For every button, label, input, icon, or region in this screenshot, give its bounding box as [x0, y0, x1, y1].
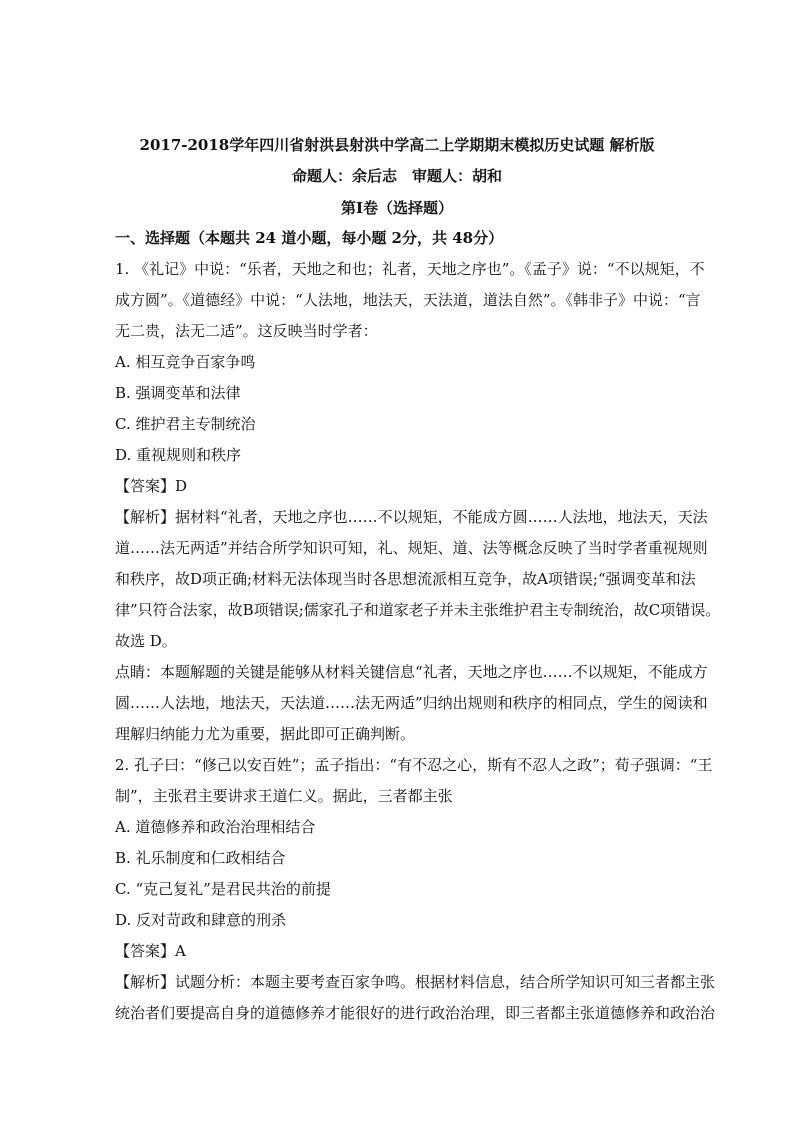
q2-option-d: D. 反对苛政和肆意的刑杀: [115, 911, 287, 929]
q1-stem-line-3: 无二贵，法无二适”。这反映当时学者：: [115, 322, 378, 340]
q2-answer: 【答案】A: [115, 942, 186, 960]
q1-analysis-line-3: 和秩序，故D项正确;材料无法体现当时各思想流派相互竞争，故A项错误;“强调变革和法: [115, 570, 696, 588]
q1-analysis-line-4: 律”只符合法家，故B项错误;儒家孔子和道家老子并未主张维护君主专制统治，故C项错误。: [115, 601, 721, 619]
q1-analysis-line-2: 道……法无两适”并结合所学知识可知，礼、规矩、道、法等概念反映了当时学者重视规则: [115, 539, 708, 557]
section-heading: 一、选择题（本题共 24 道小题，每小题 2分，共 48分）: [115, 229, 504, 247]
q1-option-b: B. 强调变革和法律: [115, 384, 241, 402]
q1-analysis-line-5: 故选 D。: [115, 632, 177, 650]
q1-analysis-line-1: 【解析】据材料“礼者，天地之序也……不以规矩，不能成方圆……人法地，地法天，天法: [115, 508, 708, 526]
q2-analysis-line-2: 统治者们要提高自身的道德修养才能很好的进行政治治理，即三者都主张道德修养和政治治: [115, 1004, 716, 1022]
q2-analysis-line-1: 【解析】试题分析：本题主要考查百家争鸣。根据材料信息，结合所学知识可知三者都主张: [115, 973, 716, 991]
q2-stem-line-2: 制”，主张君主要讲求王道仁义。据此，三者都主张: [115, 787, 453, 805]
q1-stem-line-2: 成方圆”。《道德经》中说：“人法地，地法天，天法道，道法自然”。《韩非子》中说：“言: [115, 291, 701, 309]
q1-tip-line-3: 理解归纳能力尤为重要，据此即可正确判断。: [115, 725, 416, 743]
q1-stem-line-1: 1. 《礼记》中说：“乐者，天地之和也；礼者，天地之序也”。《孟子》说：“不以规矩，不: [115, 260, 705, 278]
q2-option-a: A. 道德修养和政治治理相结合: [115, 818, 316, 836]
q1-answer: 【答案】D: [115, 477, 188, 495]
q1-option-c: C. 维护君主专制统治: [115, 415, 256, 433]
q1-option-a: A. 相互竞争百家争鸣: [115, 353, 256, 371]
q2-option-b: B. 礼乐制度和仁政相结合: [115, 849, 286, 867]
document-title: 2017-2018学年四川省射洪县射洪中学高二上学期期末模拟历史试题 解析版: [139, 136, 655, 154]
q1-option-d: D. 重视规则和秩序: [115, 446, 242, 464]
volume-heading: 第Ⅰ卷（选择题）: [340, 199, 454, 217]
q2-option-c: C. “克己复礼”是君民共治的前提: [115, 880, 331, 898]
q1-tip-line-2: 圆……人法地，地法天，天法道……法无两适”归纳出规则和秩序的相同点，学生的阅读和: [115, 694, 708, 712]
author-line: 命题人：余后志 审题人：胡和: [291, 167, 502, 185]
q2-stem-line-1: 2. 孔子曰：“修己以安百姓”；孟子指出：“有不忍之心，斯有不忍人之政”；荀子强调：“王: [115, 756, 713, 774]
q1-tip-line-1: 点睛：本题解题的关键是能够从材料关键信息“礼者，天地之序也……不以规矩，不能成方: [115, 663, 708, 681]
